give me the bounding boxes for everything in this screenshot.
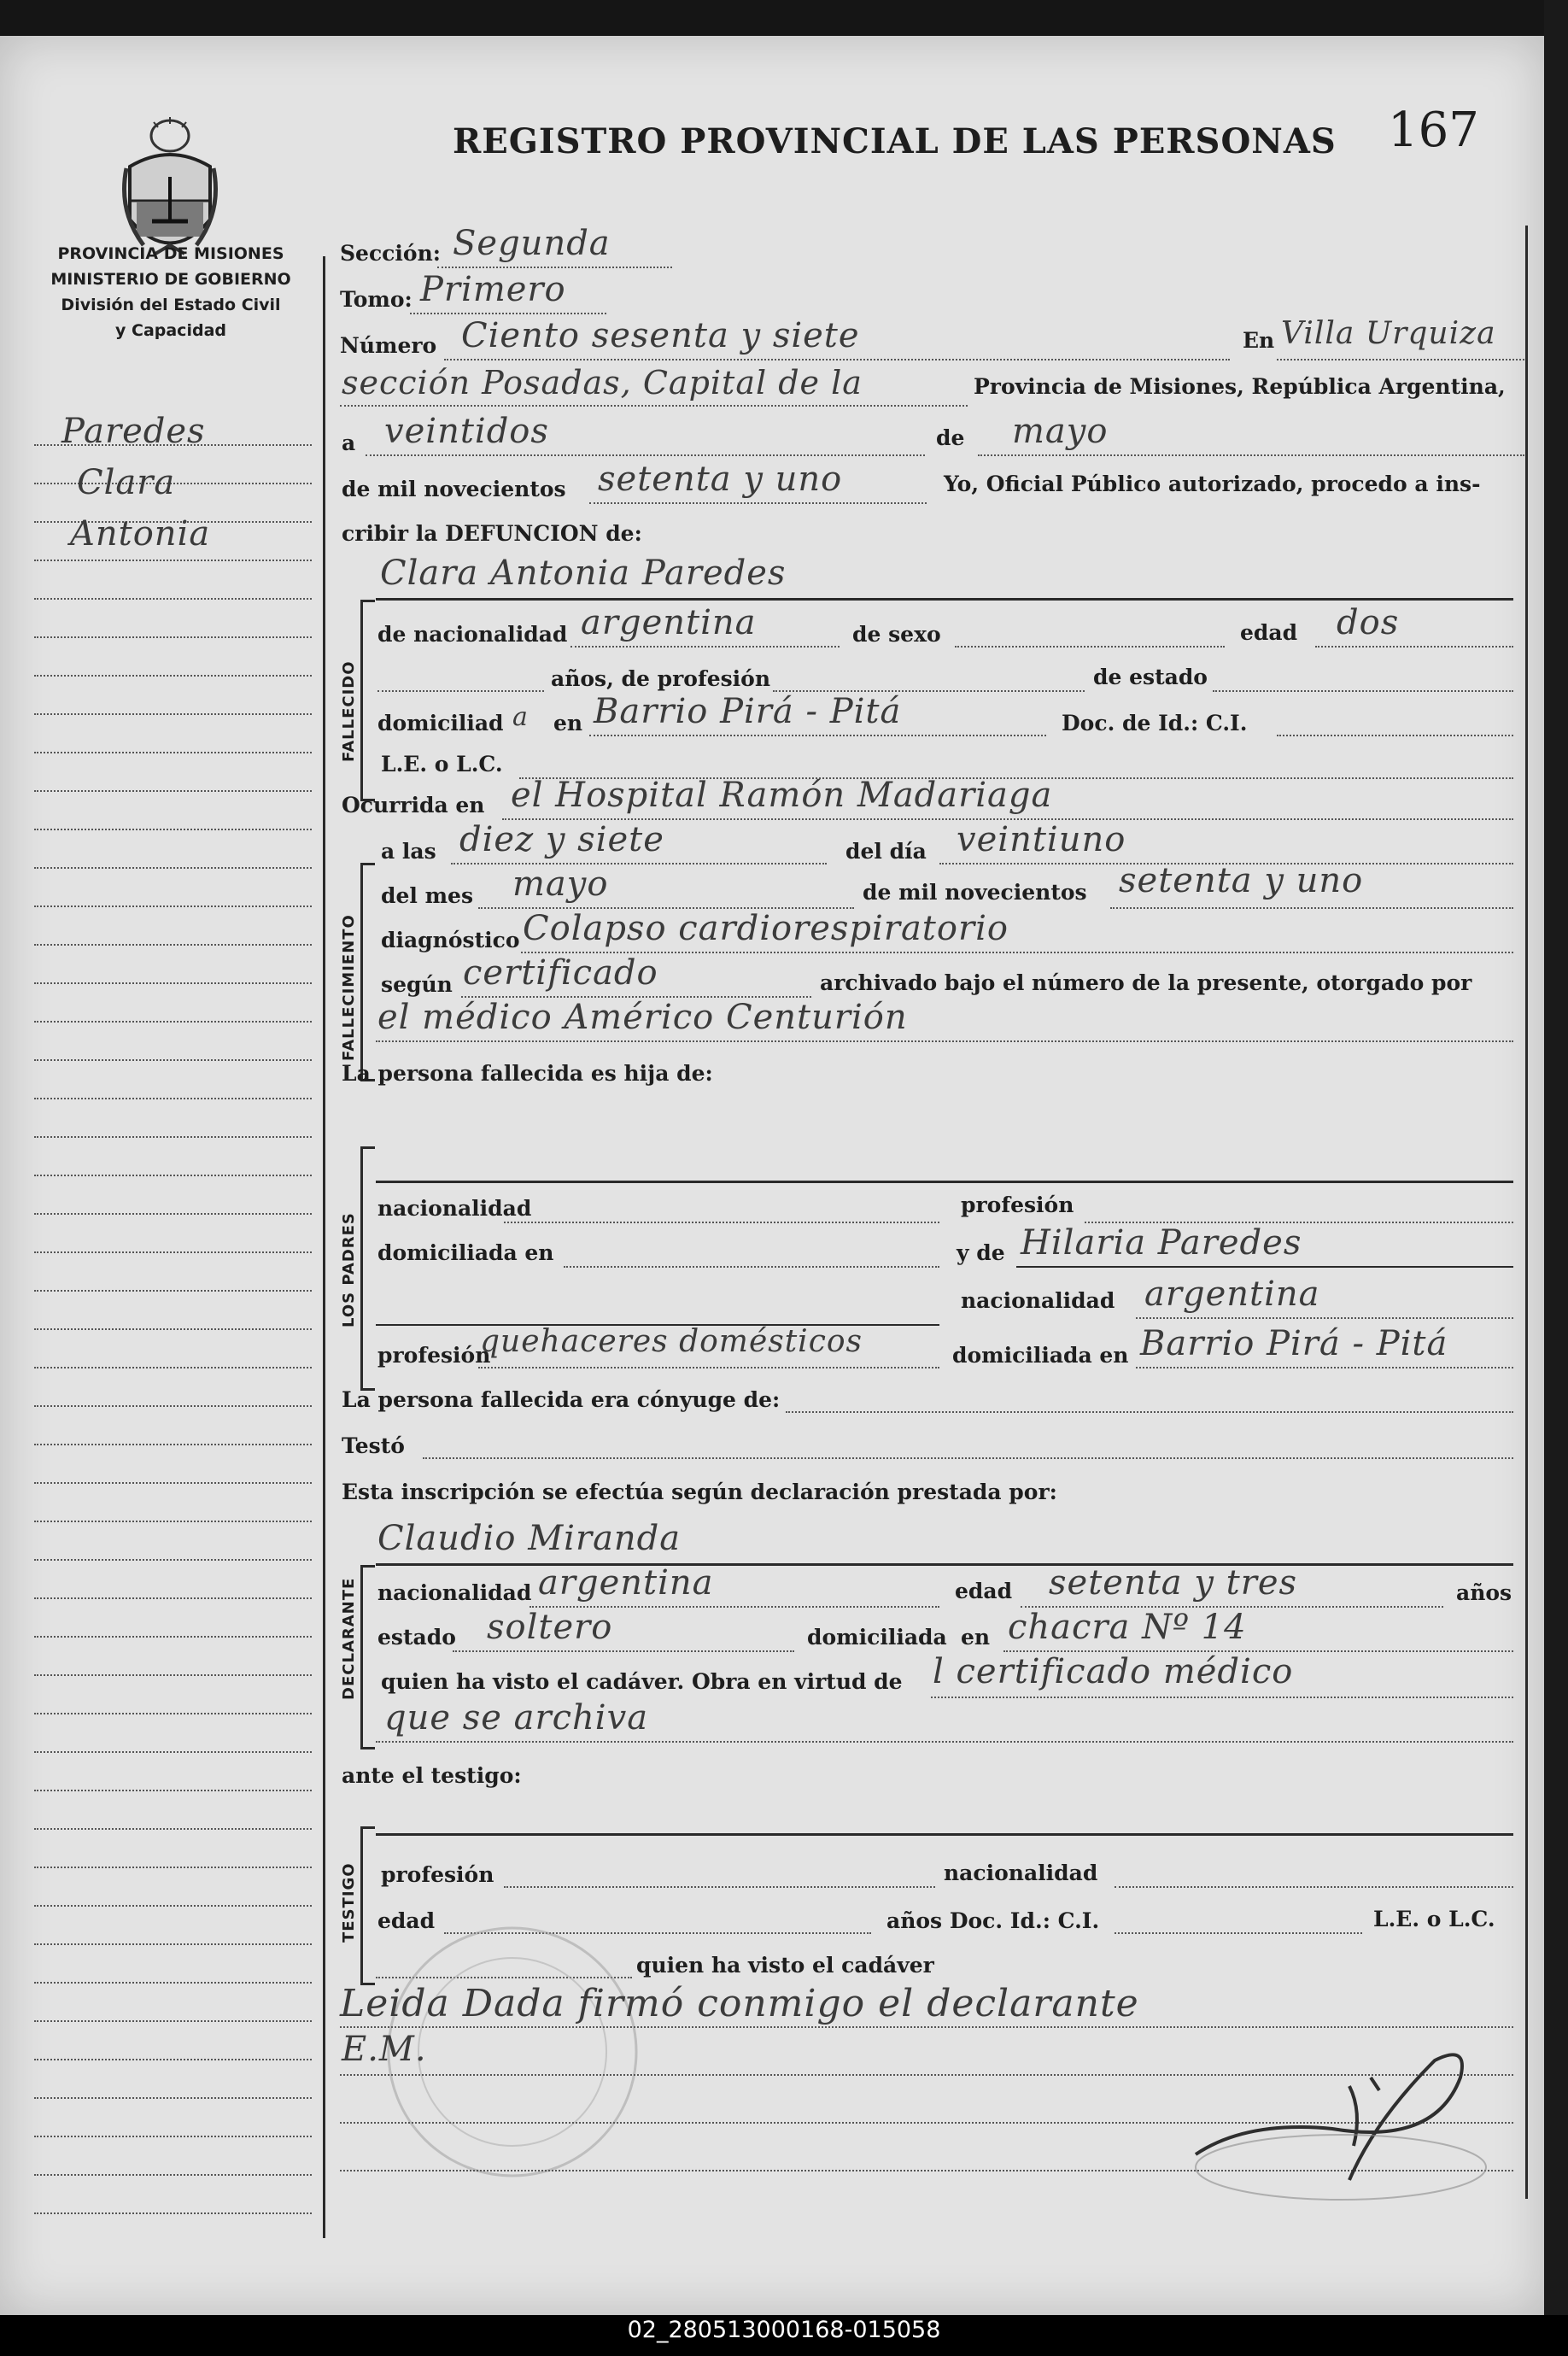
month-value: mayo <box>1012 412 1109 451</box>
en-value: Villa Urquiza <box>1281 316 1496 351</box>
testigo-cadaver-label: quien ha visto el cadáver <box>636 1953 934 1978</box>
anio-value: setenta y uno <box>1119 861 1364 900</box>
margin-rule-line <box>34 2059 312 2060</box>
province-text: Provincia de Misiones, República Argentina, <box>974 374 1506 399</box>
domicilio-en-label: en <box>553 711 583 736</box>
document-sheet <box>0 36 1544 2315</box>
margin-rule-line <box>34 1136 312 1138</box>
ocurrida-value: el Hospital Ramón Madariaga <box>511 776 1053 815</box>
mil-nov-label: de mil novecientos <box>863 880 1087 905</box>
year-value: setenta y uno <box>598 460 843 499</box>
margin-rule-line <box>34 636 312 638</box>
margin-rule-line <box>34 1059 312 1061</box>
margin-rule-line <box>34 1251 312 1253</box>
margin-rule-line <box>34 905 312 907</box>
margin-rule-line <box>34 1905 312 1907</box>
margin-rule-line <box>34 1021 312 1023</box>
margin-rule-line <box>34 1521 312 1522</box>
doc-label: Doc. de Id.: C.I. <box>1062 711 1248 736</box>
y-de-label: y de <box>957 1240 1005 1265</box>
madre-value: Hilaria Paredes <box>1021 1223 1302 1263</box>
margin-rule-line <box>34 1597 312 1599</box>
margin-rule-line <box>34 1328 312 1330</box>
margin-rule-line <box>34 2097 312 2099</box>
tomo-value: Primero <box>420 270 566 309</box>
ministry-name: MINISTERIO DE GOBIERNO <box>50 270 291 289</box>
margin-rule-line <box>34 1674 312 1676</box>
declarante-estado-label: estado <box>377 1625 456 1650</box>
testo-label: Testó <box>342 1433 405 1458</box>
division-name-2: y Capacidad <box>115 321 226 340</box>
declarante-edad-value: setenta y tres <box>1049 1563 1298 1603</box>
margin-rule-line <box>34 1098 312 1099</box>
diagnostico-label: diagnóstico <box>381 928 520 952</box>
margin-rule-line <box>34 1175 312 1176</box>
declarante-virtud-value: l certificado médico <box>933 1652 1294 1691</box>
padres-tag: LOS PADRES <box>340 1212 358 1327</box>
madre-domiciliada-label: domiciliada en <box>952 1343 1129 1368</box>
margin-first-name: Clara <box>77 463 176 502</box>
margin-rule-line <box>34 1713 312 1714</box>
file-id-caption: 02_280513000168-015058 <box>627 2317 941 2343</box>
margin-rule-line <box>34 598 312 600</box>
oficial-text: Yo, Oficial Público autorizado, procedo a ins- <box>944 472 1481 496</box>
edad-value: dos <box>1337 603 1400 642</box>
le-lc-label: L.E. o L.C. <box>381 752 503 777</box>
declarante-name: Claudio Miranda <box>377 1519 682 1558</box>
a-label: a <box>342 431 356 455</box>
inscribir-text: cribir la DEFUNCION de: <box>342 521 642 546</box>
testigo-nacionalidad-label: nacionalidad <box>944 1861 1098 1885</box>
declarante-tag: DECLARANTE <box>340 1577 358 1700</box>
numero-label: Número <box>340 333 437 358</box>
division-name: División del Estado Civil <box>61 296 281 314</box>
margin-rule-line <box>34 560 312 561</box>
seccion-value: Segunda <box>453 224 611 263</box>
margin-rule-line <box>34 2020 312 2022</box>
seccion-label: Sección: <box>340 241 441 266</box>
margin-rule-line <box>34 675 312 677</box>
province-name: PROVINCIA DE MISIONES <box>57 244 284 263</box>
declarante-nacionalidad-value: argentina <box>538 1563 714 1603</box>
archivado-text: archivado bajo el número de la presente, otorgado por <box>820 970 1472 995</box>
numero-value: Ciento sesenta y siete <box>461 316 860 355</box>
segun-value: certificado <box>463 953 658 993</box>
domicilio-label: domiciliad <box>377 711 504 736</box>
hora-value: diez y siete <box>459 820 664 859</box>
deceased-name: Clara Antonia Paredes <box>380 554 787 593</box>
margin-rule-line <box>34 829 312 830</box>
margin-rule-line <box>34 1982 312 1984</box>
a-las-label: a las <box>381 839 436 864</box>
margin-rule-line <box>34 2136 312 2137</box>
ocurrida-label: Ocurrida en <box>342 793 485 818</box>
margin-rule-line <box>34 1751 312 1753</box>
padre-nacionalidad-label: nacionalidad <box>377 1196 532 1221</box>
en-label: En <box>1243 328 1275 353</box>
conyuge-label: La persona fallecida era cónyuge de: <box>342 1387 781 1412</box>
margin-rule-line <box>34 2174 312 2176</box>
margin-rule-line <box>34 982 312 984</box>
medico-value: el médico Américo Centurión <box>377 998 908 1037</box>
dia-value: veintiuno <box>957 820 1126 859</box>
nacionalidad-value: argentina <box>581 603 757 642</box>
declarante-cadaver-label: quien ha visto el cadáver. Obra en virtud de <box>381 1669 903 1694</box>
margin-rule-line <box>34 1405 312 1407</box>
testigo-profesion-label: profesión <box>381 1862 494 1887</box>
margin-rule-line <box>34 944 312 946</box>
madre-domicilio-value: Barrio Pirá - Pitá <box>1140 1324 1448 1363</box>
margin-rule-line <box>34 790 312 792</box>
page-number: 167 <box>1388 103 1479 158</box>
margin-divider <box>323 256 325 2238</box>
segun-label: según <box>381 972 453 997</box>
domicilio-suffix: a <box>512 702 529 732</box>
fallecimiento-tag: FALLECIMIENTO <box>340 914 358 1061</box>
hija-de-label: La persona fallecida es hija de: <box>342 1061 713 1086</box>
margin-rule-line <box>34 713 312 715</box>
official-signature <box>1179 2026 1503 2214</box>
madre-nacionalidad-label: nacionalidad <box>961 1288 1115 1313</box>
margin-rule-line <box>34 1290 312 1292</box>
testigo-edad-label: edad <box>377 1908 436 1933</box>
margin-rule-line <box>34 1482 312 1484</box>
right-border <box>1525 226 1528 2199</box>
margin-rule-line <box>34 1636 312 1638</box>
sexo-label: de sexo <box>852 622 941 647</box>
nacionalidad-label: de nacionalidad <box>377 622 568 647</box>
margin-rule-line <box>34 1828 312 1830</box>
testigo-label: ante el testigo: <box>342 1763 522 1788</box>
page-title: REGISTRO PROVINCIAL DE LAS PERSONAS <box>453 121 1337 161</box>
year-prefix: de mil novecientos <box>342 477 566 501</box>
testigo-tag: TESTIGO <box>340 1862 358 1943</box>
closing-text: Leida Dada firmó conmigo el declarante <box>340 1982 1139 2025</box>
diagnostico-value: Colapso cardiorespiratorio <box>523 909 1009 948</box>
closing-initials: E.M. <box>342 2030 427 2069</box>
mes-value: mayo <box>512 864 609 904</box>
margin-rule-line <box>34 1943 312 1945</box>
estado-label: de estado <box>1093 665 1208 689</box>
margin-surname: Paredes <box>61 412 206 451</box>
domicilio-value: Barrio Pirá - Pitá <box>594 692 902 731</box>
madre-nacionalidad-value: argentina <box>1144 1275 1320 1314</box>
margin-rule-line <box>34 2212 312 2214</box>
de-label: de <box>936 425 965 450</box>
declarante-virtud-value-2: que se archiva <box>384 1698 649 1738</box>
margin-rule-line <box>34 1367 312 1368</box>
edad-label: edad <box>1240 620 1298 645</box>
declarante-edad-label: edad <box>955 1579 1013 1603</box>
page-edge-shadow <box>1544 0 1568 2356</box>
margin-rule-line <box>34 1867 312 1868</box>
madre-profesion-label: profesión <box>377 1343 491 1368</box>
declarante-en-label: en <box>961 1625 991 1650</box>
madre-profesion-value: quehaceres domésticos <box>480 1324 863 1359</box>
margin-rule-line <box>34 1213 312 1215</box>
testigo-le-label: L.E. o L.C. <box>1373 1907 1495 1931</box>
declarante-domiciliada-label: domiciliada <box>807 1625 947 1650</box>
margin-rule-line <box>34 1790 312 1791</box>
margin-second-name: Antonia <box>70 514 211 554</box>
padre-profesion-label: profesión <box>961 1193 1074 1217</box>
declarante-anos-label: años <box>1456 1580 1512 1605</box>
declarante-domicilio-value: chacra Nº 14 <box>1008 1608 1247 1647</box>
margin-rule-line <box>34 1444 312 1445</box>
declarante-estado-value: soltero <box>487 1608 613 1647</box>
inscripcion-label: Esta inscripción se efectúa según declaración prestada por: <box>342 1480 1057 1504</box>
place-value: sección Posadas, Capital de la <box>342 364 863 401</box>
del-dia-label: del día <box>845 839 927 864</box>
margin-rule-line <box>34 1559 312 1561</box>
anos-profesion-label: años, de profesión <box>551 666 771 691</box>
fallecido-tag: FALLECIDO <box>340 660 358 762</box>
del-mes-label: del mes <box>381 883 474 908</box>
tomo-label: Tomo: <box>340 287 412 312</box>
margin-rule-line <box>34 867 312 869</box>
margin-rule-line <box>34 752 312 753</box>
testigo-anos-label: años Doc. Id.: C.I. <box>886 1908 1100 1933</box>
padre-domiciliada-label: domiciliada en <box>377 1240 554 1265</box>
day-value: veintidos <box>384 412 549 451</box>
declarante-nacionalidad-label: nacionalidad <box>377 1580 532 1605</box>
